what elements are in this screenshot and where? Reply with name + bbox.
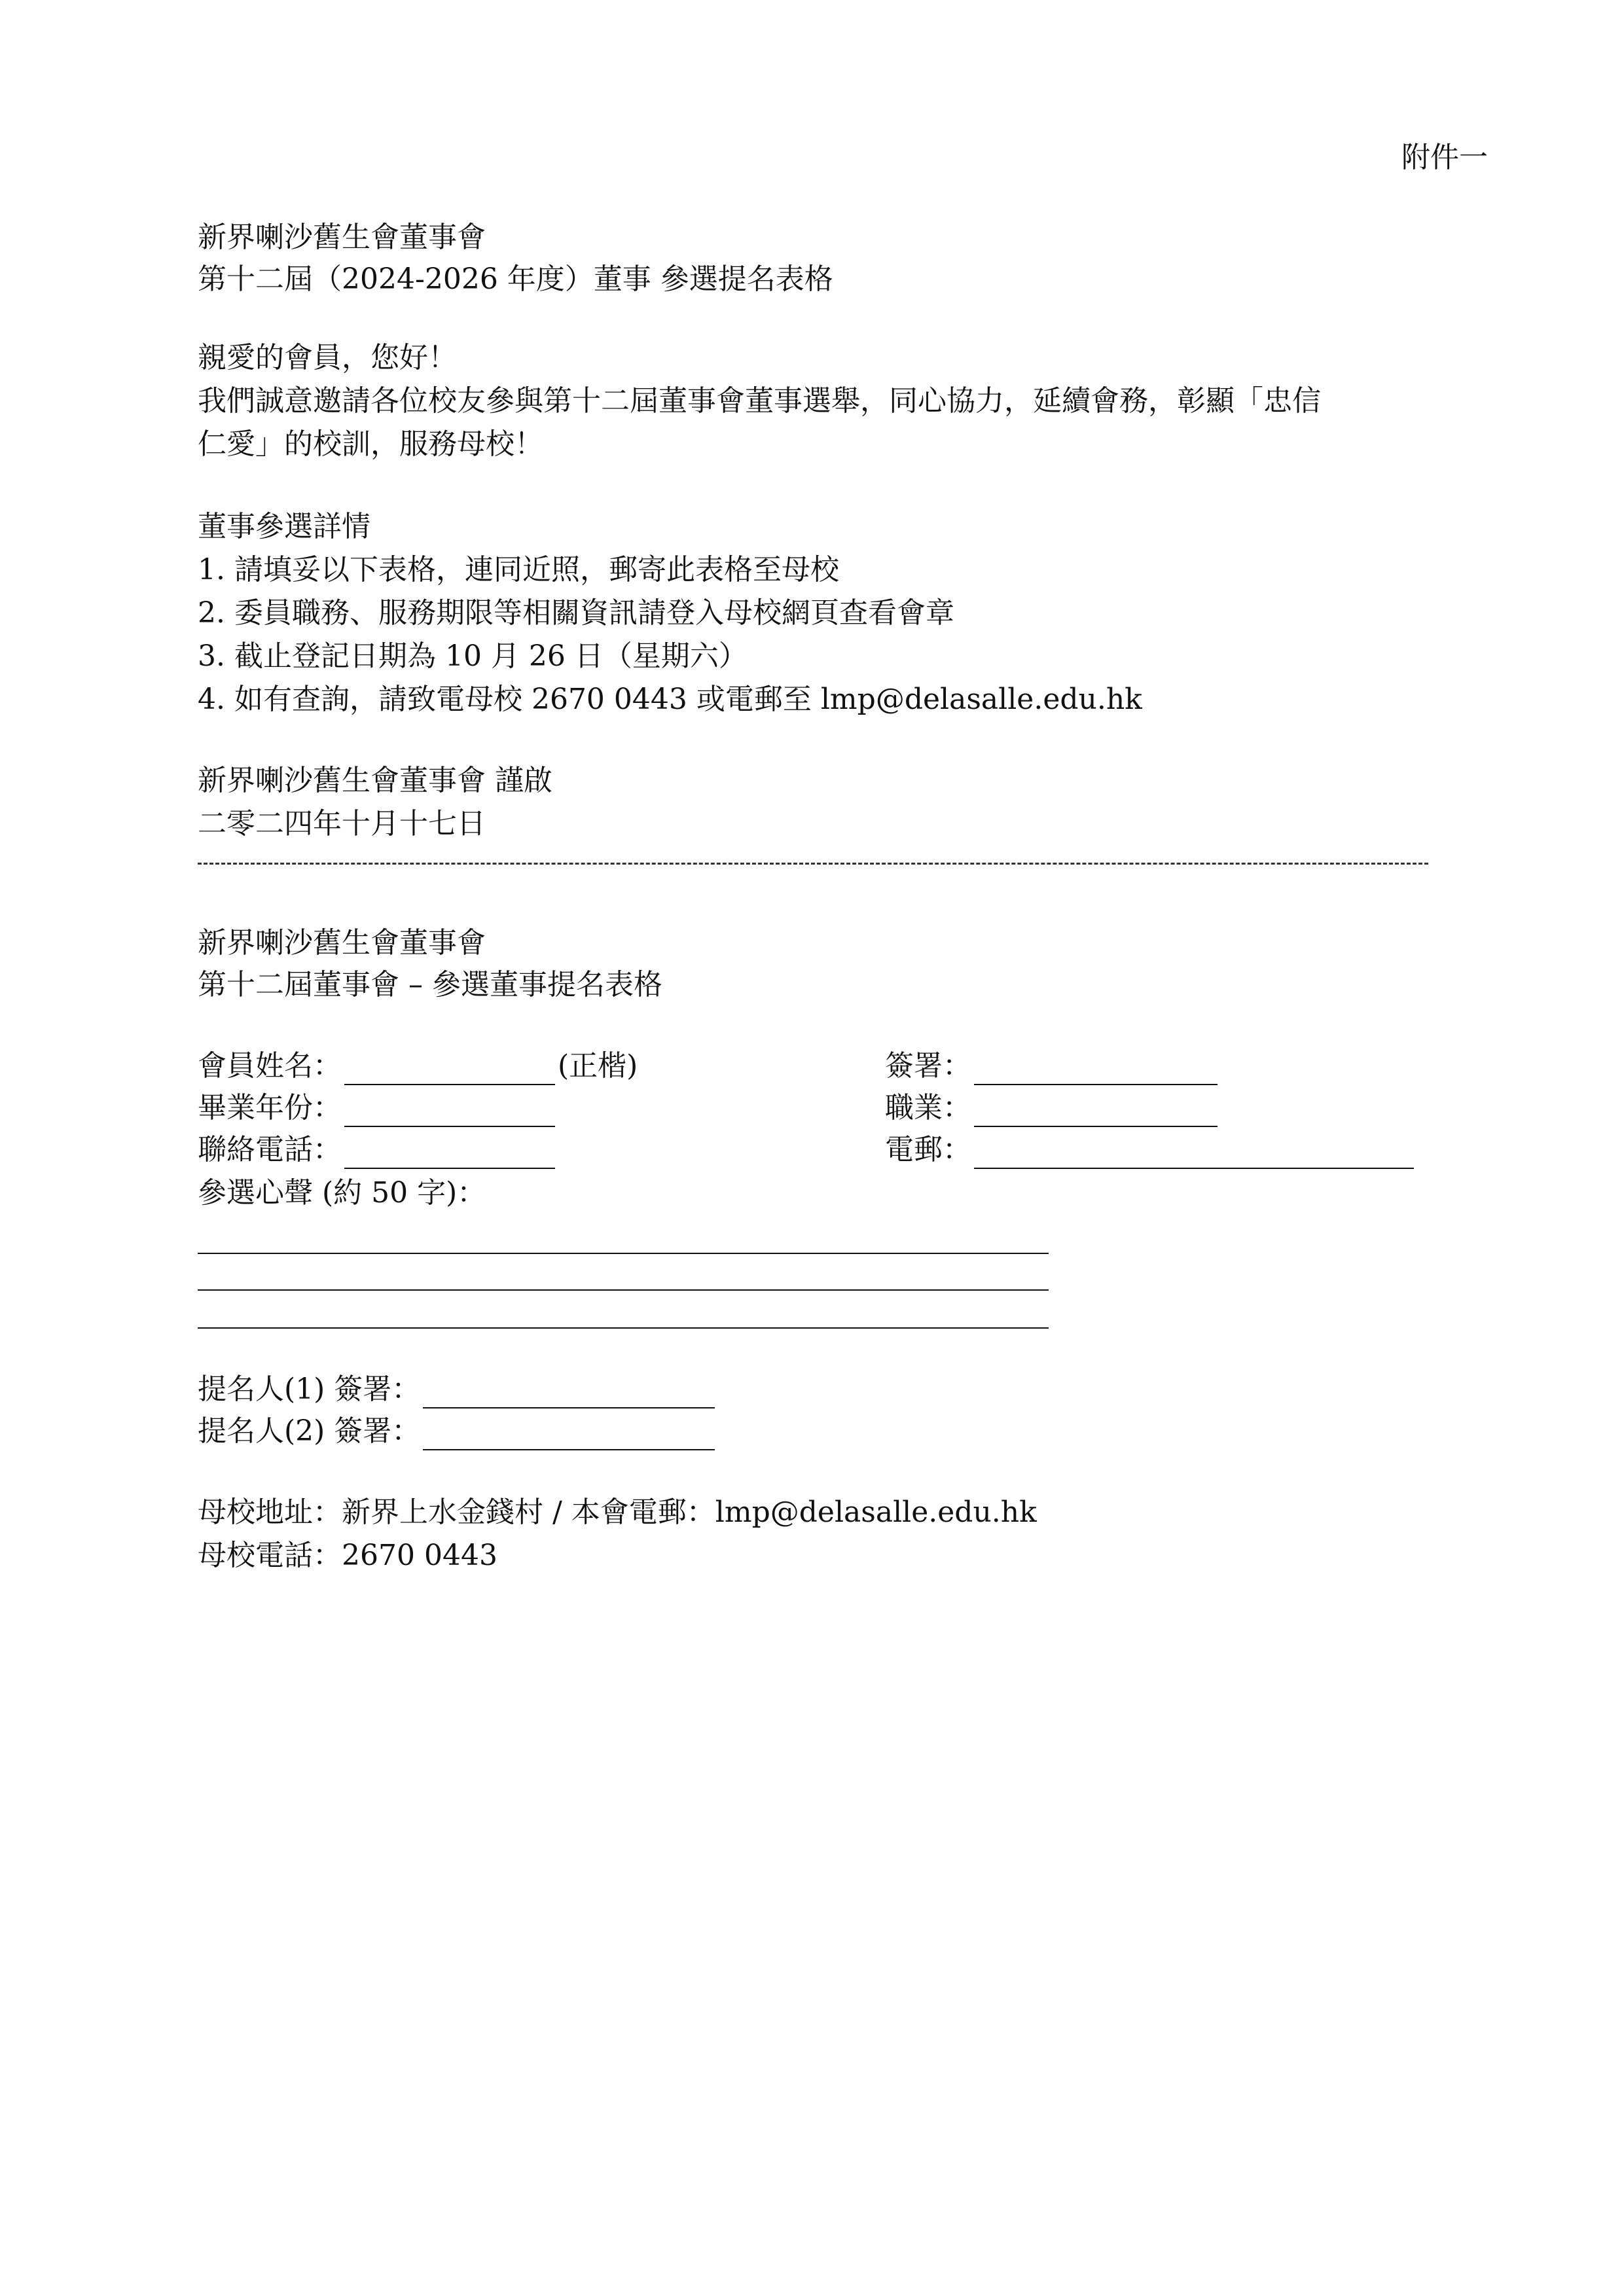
intro-line-2: 仁愛」的校訓，服務母校！ [198,427,543,461]
notice-title: 第十二屆（2024-2026 年度）董事 參選提名表格 [198,262,833,296]
statement-line-2[interactable] [198,1289,1049,1291]
occupation-label: 職業： [885,1091,971,1124]
statement-line-1[interactable] [198,1253,1049,1254]
signature-field [885,1047,1220,1085]
contact-phone-label: 聯絡電話： [198,1133,342,1166]
school-phone-line: 母校電話：2670 0443 [198,1539,497,1572]
graduation-year-input[interactable] [344,1096,555,1127]
nominator-1-signature-input[interactable] [423,1377,715,1408]
form-title: 第十二屆董事會 – 參選董事提名表格 [198,968,662,1001]
detail-item-3: 3. 截止登記日期為 10 月 26 日（星期六） [198,639,748,673]
email-input[interactable] [974,1138,1414,1169]
contact-phone-input[interactable] [344,1138,555,1169]
nominator-1-label: 提名人(1) 簽署： [198,1372,421,1406]
signature-input[interactable] [974,1054,1218,1085]
member-name-field [198,1047,638,1085]
contact-phone-field [198,1131,558,1169]
member-name-label: 會員姓名： [198,1049,342,1083]
details-heading: 董事參選詳情 [198,510,370,543]
member-name-input[interactable] [344,1054,555,1085]
occupation-field [885,1089,1220,1127]
signature-label: 簽署： [885,1049,971,1083]
nominator-1-field [198,1371,717,1408]
intro-line-1: 我們誠意邀請各位校友參與第十二屆董事會董事選舉，同心協力，延續會務，彰顯「忠信 [198,384,1321,418]
cut-line-divider [198,863,1428,865]
graduation-year-label: 畢業年份： [198,1091,342,1124]
notice-signoff: 新界喇沙舊生會董事會 謹啟 [198,764,552,797]
occupation-input[interactable] [974,1096,1218,1127]
nominator-2-label: 提名人(2) 簽署： [198,1414,421,1448]
graduation-year-field [198,1089,558,1127]
form-org-name: 新界喇沙舊生會董事會 [198,926,486,960]
email-label: 電郵： [885,1133,971,1166]
statement-line-3[interactable] [198,1327,1049,1329]
nominator-2-field [198,1412,717,1450]
notice-date: 二零二四年十月十七日 [198,807,486,840]
detail-item-1: 1. 請填妥以下表格，連同近照，郵寄此表格至母校 [198,553,839,586]
statement-label: 參選心聲 (約 50 字)： [198,1176,486,1210]
nominator-2-signature-input[interactable] [423,1419,715,1450]
notice-org-name: 新界喇沙舊生會董事會 [198,221,486,254]
school-address-line: 母校地址：新界上水金錢村 / 本會電郵：lmp@delasalle.edu.hk [198,1496,1037,1529]
member-name-suffix: (正楷) [558,1049,638,1083]
greeting: 親愛的會員，您好！ [198,341,457,374]
detail-item-2: 2. 委員職務、服務期限等相關資訊請登入母校網頁查看會章 [198,596,954,630]
annex-label: 附件一 [1401,141,1488,174]
detail-item-4: 4. 如有查詢，請致電母校 2670 0443 或電郵至 lmp@delasalle.edu.hk [198,683,1142,716]
email-field [885,1131,1416,1169]
